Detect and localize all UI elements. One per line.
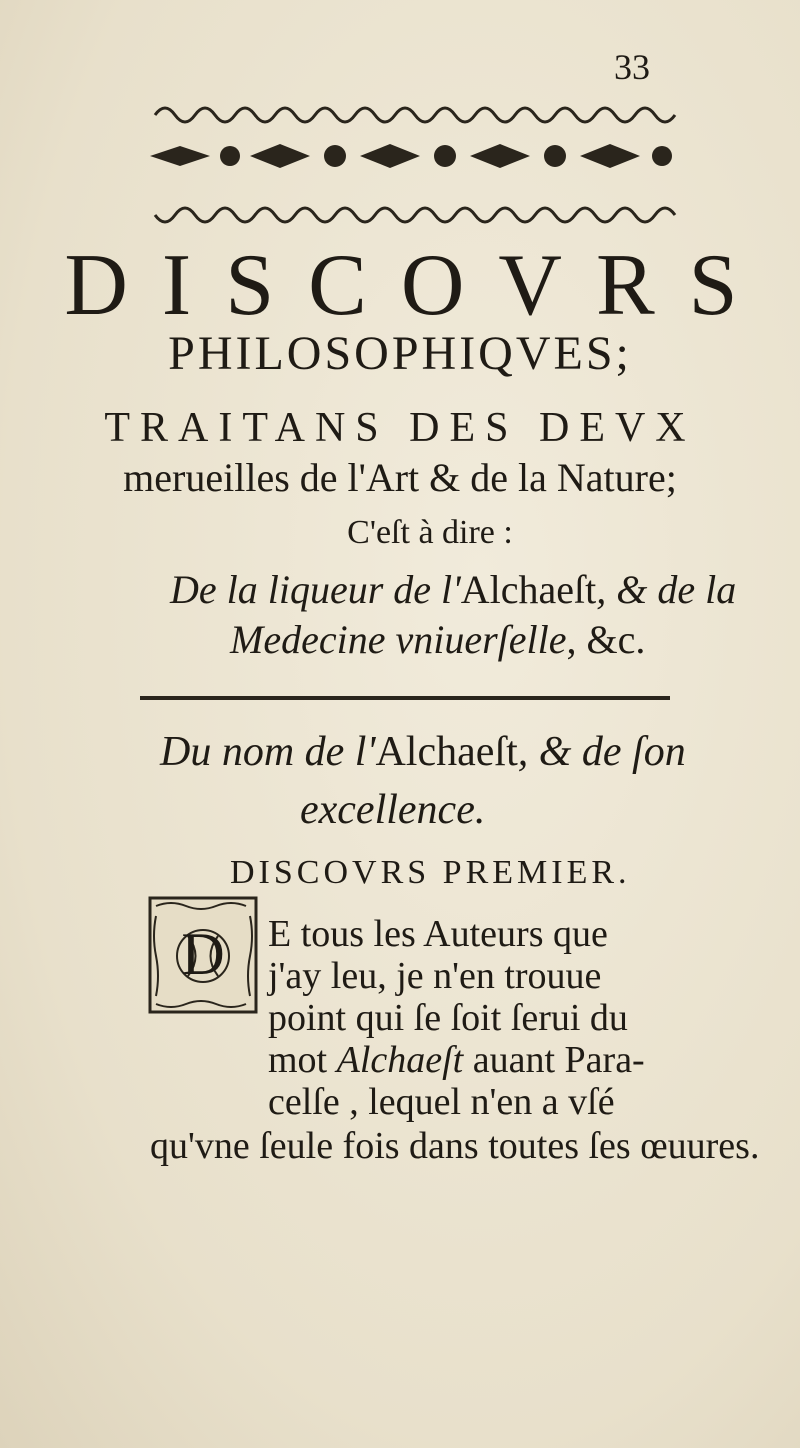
section-heading-start: Du nom de l' [160, 729, 376, 775]
ornament-band-middle [150, 136, 680, 176]
body-line-2: j'ay leu, je n'en trouue [268, 955, 602, 997]
ornament-band-top [150, 100, 680, 130]
page-title: DISCOVRS [64, 237, 772, 334]
subject-line-2: merueilles de l'Art & de la Nature; [123, 455, 677, 500]
topic-line-2-end: , &c. [566, 617, 646, 662]
body-line-1: E tous les Auteurs que [268, 913, 608, 955]
page-subtitle: PHILOSOPHIQVES; [168, 327, 632, 380]
section-heading-end: , & de ſon [517, 729, 686, 775]
body-line-4 [268, 1038, 645, 1082]
section-heading-alchaest: Alchaeſt [375, 729, 518, 775]
section-heading-line-2: excellence. [300, 787, 486, 833]
drop-cap-ornament [148, 896, 258, 1014]
discours-label: DISCOVRS PREMIER. [230, 854, 631, 891]
ornament-band-bottom [150, 200, 680, 230]
body-line-4-end: auant Para- [463, 1039, 645, 1081]
topic-line-2-start: Medecine vniuerſelle [230, 617, 567, 662]
body-line-3: point qui ſe ſoit ſerui du [268, 997, 628, 1039]
topic-line-1-start: De la liqueur de l' [170, 567, 461, 612]
cest-a-dire: C'eſt à dire : [347, 514, 513, 551]
body-line-5: celſe , lequel n'en a vſé [268, 1081, 615, 1123]
subject-line-1: TRAITANS DES DEVX [104, 405, 696, 451]
topic-line-1 [170, 566, 736, 613]
topic-line-1-alchaest: Alchaeſt [460, 567, 597, 612]
section-heading-line-1 [160, 728, 686, 776]
body-line-4-start: mot [268, 1039, 337, 1081]
body-line-6: qu'vne ſeule fois dans toutes ſes œuures. [150, 1125, 760, 1167]
page-number: 33 [614, 47, 650, 87]
topic-line-2 [230, 616, 645, 663]
body-line-4-alchaest: Alchaeſt [336, 1039, 464, 1081]
drop-cap-letter: D [181, 921, 225, 987]
topic-line-1-end: , & de la [596, 567, 737, 612]
horizontal-rule [140, 696, 670, 700]
